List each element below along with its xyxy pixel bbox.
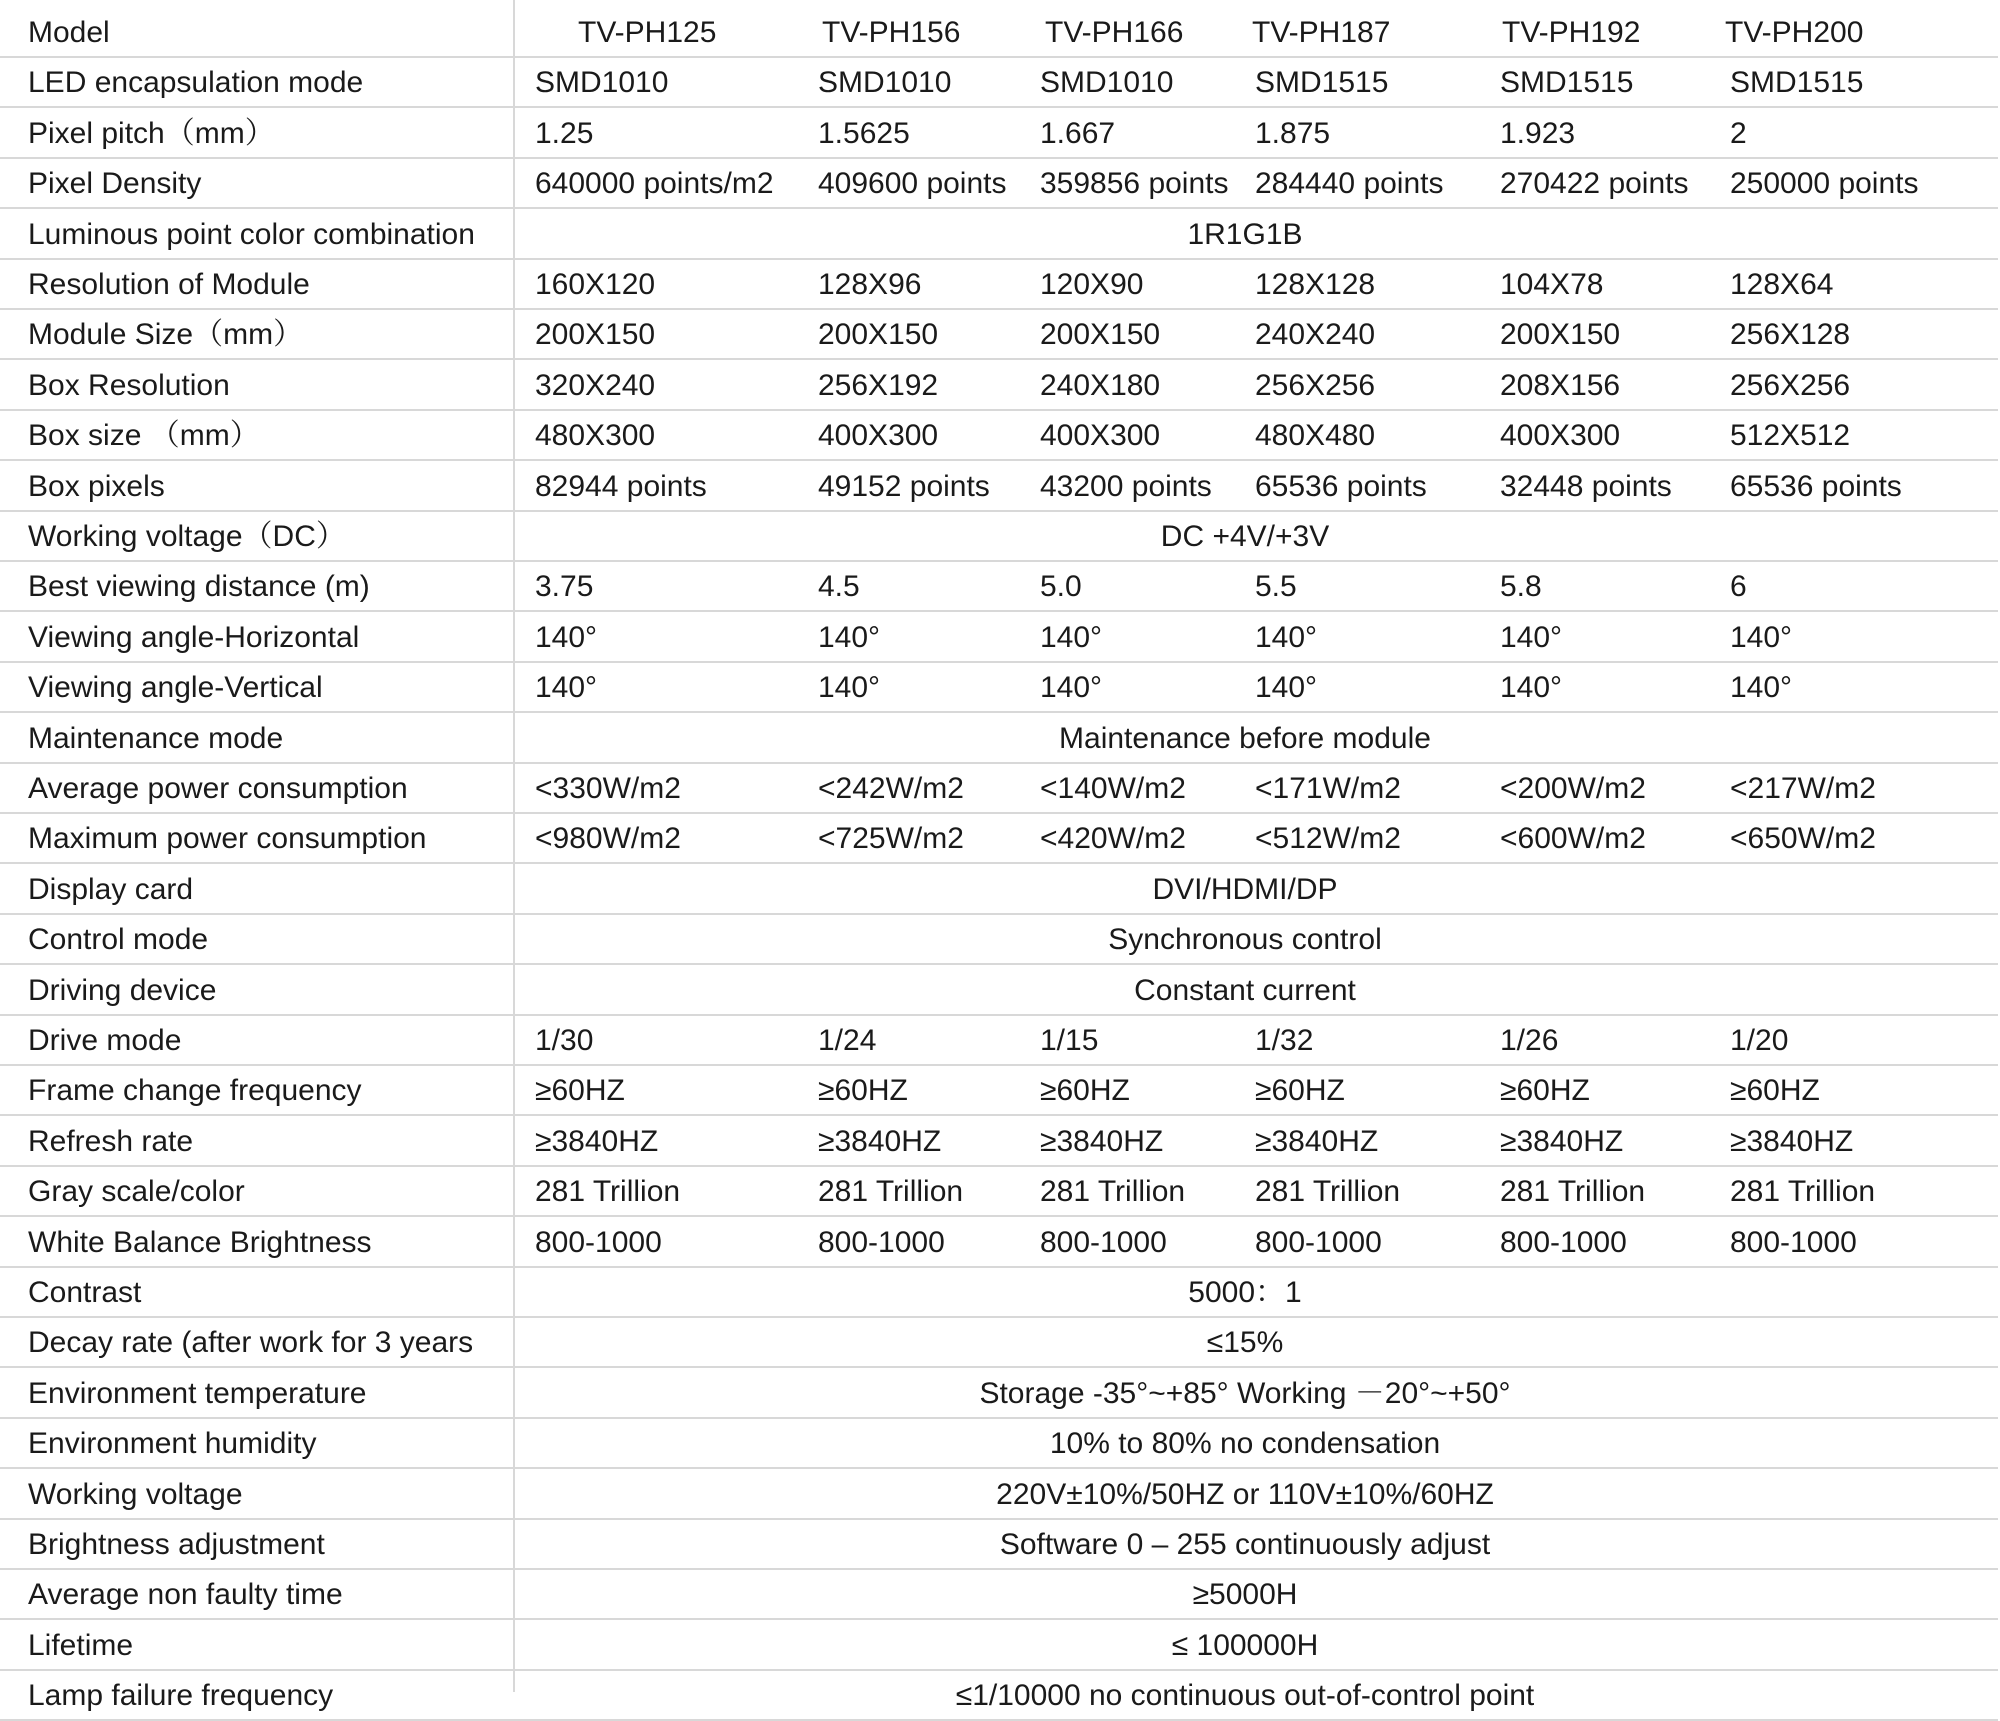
value-cell: 400X300 bbox=[818, 419, 939, 452]
spanning-value: Constant current bbox=[1134, 974, 1356, 1007]
row-divider bbox=[0, 358, 1998, 360]
value-cell: <725W/m2 bbox=[818, 822, 964, 855]
value-cell: 1.5625 bbox=[818, 117, 910, 150]
value-cell: 208X156 bbox=[1500, 369, 1621, 402]
value-cell: 250000 points bbox=[1730, 167, 1919, 200]
value-cell: 5.0 bbox=[1040, 570, 1082, 603]
value-cell: <242W/m2 bbox=[818, 772, 964, 805]
value-cell: 1.875 bbox=[1255, 117, 1331, 150]
row-divider bbox=[0, 610, 1998, 612]
value-cell: ≥3840HZ bbox=[535, 1125, 659, 1158]
row-divider bbox=[0, 106, 1998, 108]
value-cell: 1.25 bbox=[535, 117, 594, 150]
model-header: TV-PH200 bbox=[1725, 16, 1864, 49]
model-header: TV-PH187 bbox=[1252, 16, 1391, 49]
row-label: Display card bbox=[28, 873, 194, 906]
model-header: TV-PH125 bbox=[578, 16, 717, 49]
value-cell: 140° bbox=[1040, 671, 1103, 704]
value-cell: 140° bbox=[535, 671, 598, 704]
spanning-value: DVI/HDMI/DP bbox=[1152, 873, 1338, 906]
value-cell: SMD1010 bbox=[535, 66, 669, 99]
value-cell: 256X256 bbox=[1255, 369, 1376, 402]
row-label: White Balance Brightness bbox=[28, 1226, 372, 1259]
model-header: TV-PH156 bbox=[822, 16, 961, 49]
value-cell: 1/24 bbox=[818, 1024, 877, 1057]
value-cell: ≥3840HZ bbox=[1730, 1125, 1854, 1158]
value-cell: 320X240 bbox=[535, 369, 656, 402]
row-label: Maintenance mode bbox=[28, 722, 284, 755]
table-row bbox=[0, 915, 2000, 965]
table-row bbox=[0, 512, 2000, 562]
row-divider bbox=[0, 1467, 1998, 1469]
value-cell: 5.8 bbox=[1500, 570, 1542, 603]
row-label: Contrast bbox=[28, 1276, 142, 1309]
value-cell: SMD1515 bbox=[1730, 66, 1864, 99]
value-cell: 65536 points bbox=[1730, 470, 1902, 503]
value-cell: 256X256 bbox=[1730, 369, 1851, 402]
row-label: Box pixels bbox=[28, 470, 165, 503]
row-divider bbox=[0, 1618, 1998, 1620]
value-cell: 1/15 bbox=[1040, 1024, 1099, 1057]
row-label: Refresh rate bbox=[28, 1125, 194, 1158]
row-divider bbox=[0, 459, 1998, 461]
value-cell: 1/32 bbox=[1255, 1024, 1314, 1057]
value-cell: 480X300 bbox=[535, 419, 656, 452]
spanning-value: ≥5000H bbox=[1192, 1578, 1298, 1611]
row-label: Frame change frequency bbox=[28, 1074, 362, 1107]
row-label: Average power consumption bbox=[28, 772, 408, 805]
value-cell: 512X512 bbox=[1730, 419, 1851, 452]
table-row bbox=[0, 714, 2000, 764]
table-row bbox=[0, 613, 2000, 663]
value-cell: <980W/m2 bbox=[535, 822, 681, 855]
value-cell: 140° bbox=[1730, 621, 1793, 654]
value-cell: 140° bbox=[1500, 671, 1563, 704]
table-row bbox=[0, 562, 2000, 612]
value-cell: ≥3840HZ bbox=[1255, 1125, 1379, 1158]
table-row bbox=[0, 1520, 2000, 1570]
table-row bbox=[0, 1570, 2000, 1620]
table-row bbox=[0, 159, 2000, 209]
row-label: Gray scale/color bbox=[28, 1175, 245, 1208]
value-cell: 140° bbox=[1255, 621, 1318, 654]
value-cell: 65536 points bbox=[1255, 470, 1427, 503]
value-cell: ≥60HZ bbox=[535, 1074, 625, 1107]
value-cell: 281 Trillion bbox=[1255, 1175, 1401, 1208]
value-cell: 281 Trillion bbox=[1500, 1175, 1646, 1208]
value-cell: 200X150 bbox=[818, 318, 939, 351]
value-cell: SMD1010 bbox=[818, 66, 952, 99]
value-cell: 200X150 bbox=[1500, 318, 1621, 351]
table-row bbox=[0, 260, 2000, 310]
value-cell: 270422 points bbox=[1500, 167, 1689, 200]
table-row bbox=[0, 1218, 2000, 1268]
value-cell: 140° bbox=[1255, 671, 1318, 704]
row-divider bbox=[0, 862, 1998, 864]
row-label: Box size （mm） bbox=[28, 419, 260, 452]
value-cell: 640000 points/m2 bbox=[535, 167, 774, 200]
value-cell: 200X150 bbox=[535, 318, 656, 351]
value-cell: 400X300 bbox=[1040, 419, 1161, 452]
value-cell: 800-1000 bbox=[1730, 1226, 1857, 1259]
row-label: Control mode bbox=[28, 923, 209, 956]
value-cell: 4.5 bbox=[818, 570, 860, 603]
value-cell: 128X96 bbox=[818, 268, 922, 301]
header-label: Model bbox=[28, 16, 110, 49]
value-cell: 256X192 bbox=[818, 369, 939, 402]
spanning-value: Synchronous control bbox=[1108, 923, 1382, 956]
value-cell: 240X240 bbox=[1255, 318, 1376, 351]
value-cell: 120X90 bbox=[1040, 268, 1144, 301]
table-row bbox=[0, 663, 2000, 713]
row-label: Box Resolution bbox=[28, 369, 230, 402]
value-cell: <650W/m2 bbox=[1730, 822, 1876, 855]
row-divider bbox=[0, 1366, 1998, 1368]
value-cell: 160X120 bbox=[535, 268, 656, 301]
value-cell: 3.75 bbox=[535, 570, 594, 603]
table-row bbox=[0, 764, 2000, 814]
row-label: Driving device bbox=[28, 974, 217, 1007]
value-cell: <200W/m2 bbox=[1500, 772, 1646, 805]
row-divider bbox=[0, 963, 1998, 965]
table-header-row bbox=[0, 8, 2000, 58]
value-cell: ≥60HZ bbox=[1730, 1074, 1820, 1107]
row-label: Pixel Density bbox=[28, 167, 202, 200]
table-row bbox=[0, 1671, 2000, 1721]
value-cell: 1/30 bbox=[535, 1024, 594, 1057]
row-label: Brightness adjustment bbox=[28, 1528, 325, 1561]
value-cell: 43200 points bbox=[1040, 470, 1212, 503]
value-cell: SMD1515 bbox=[1255, 66, 1389, 99]
row-label: Working voltage bbox=[28, 1478, 243, 1511]
spanning-value: ≤15% bbox=[1206, 1326, 1284, 1359]
spanning-value: ≤ 100000H bbox=[1171, 1629, 1319, 1662]
value-cell: 240X180 bbox=[1040, 369, 1161, 402]
value-cell: 104X78 bbox=[1500, 268, 1604, 301]
table-row bbox=[0, 814, 2000, 864]
value-cell: <217W/m2 bbox=[1730, 772, 1876, 805]
row-label: Working voltage（DC） bbox=[28, 520, 346, 553]
value-cell: 200X150 bbox=[1040, 318, 1161, 351]
value-cell: 359856 points bbox=[1040, 167, 1229, 200]
value-cell: 5.5 bbox=[1255, 570, 1297, 603]
value-cell: 140° bbox=[1730, 671, 1793, 704]
table-row bbox=[0, 1167, 2000, 1217]
value-cell: 1.667 bbox=[1040, 117, 1116, 150]
spanning-value: ≤1/10000 no continuous out-of-control point bbox=[955, 1679, 1535, 1712]
model-header: TV-PH192 bbox=[1502, 16, 1641, 49]
row-label: Pixel pitch（mm） bbox=[28, 117, 275, 150]
row-label: Best viewing distance (m) bbox=[28, 570, 370, 603]
spanning-value: Maintenance before module bbox=[1059, 722, 1431, 755]
row-divider bbox=[0, 1215, 1998, 1217]
table-row bbox=[0, 1419, 2000, 1469]
value-cell: 140° bbox=[818, 621, 881, 654]
value-cell: 284440 points bbox=[1255, 167, 1444, 200]
value-cell: <512W/m2 bbox=[1255, 822, 1401, 855]
value-cell: 140° bbox=[1500, 621, 1563, 654]
value-cell: 281 Trillion bbox=[818, 1175, 964, 1208]
value-cell: 140° bbox=[818, 671, 881, 704]
table-row bbox=[0, 411, 2000, 461]
value-cell: ≥3840HZ bbox=[1500, 1125, 1624, 1158]
value-cell: 800-1000 bbox=[818, 1226, 945, 1259]
value-cell: SMD1010 bbox=[1040, 66, 1174, 99]
value-cell: ≥60HZ bbox=[1040, 1074, 1130, 1107]
table-row bbox=[0, 1470, 2000, 1520]
table-row bbox=[0, 1318, 2000, 1368]
row-label: Drive mode bbox=[28, 1024, 182, 1057]
spanning-value: 220V±10%/50HZ or 110V±10%/60HZ bbox=[996, 1478, 1494, 1511]
spanning-value: 5000：1 bbox=[1188, 1276, 1302, 1309]
value-cell: 281 Trillion bbox=[1040, 1175, 1186, 1208]
row-label: Luminous point color combination bbox=[28, 218, 475, 251]
value-cell: 800-1000 bbox=[1500, 1226, 1627, 1259]
value-cell: <330W/m2 bbox=[535, 772, 681, 805]
value-cell: 800-1000 bbox=[1255, 1226, 1382, 1259]
value-cell: 32448 points bbox=[1500, 470, 1672, 503]
value-cell: <420W/m2 bbox=[1040, 822, 1186, 855]
row-divider bbox=[0, 1114, 1998, 1116]
value-cell: <140W/m2 bbox=[1040, 772, 1186, 805]
table-row bbox=[0, 1268, 2000, 1318]
row-label: LED encapsulation mode bbox=[28, 66, 364, 99]
value-cell: SMD1515 bbox=[1500, 66, 1634, 99]
row-divider bbox=[0, 711, 1998, 713]
spanning-value: 10% to 80% no condensation bbox=[1049, 1427, 1441, 1460]
row-label: Viewing angle-Horizontal bbox=[28, 621, 360, 654]
table-row bbox=[0, 865, 2000, 915]
value-cell: 1/20 bbox=[1730, 1024, 1789, 1057]
value-cell: 409600 points bbox=[818, 167, 1007, 200]
spanning-value: DC +4V/+3V bbox=[1160, 520, 1330, 553]
value-cell: 82944 points bbox=[535, 470, 707, 503]
spanning-value: Storage -35°~+85° Working －20°~+50° bbox=[979, 1377, 1511, 1410]
table-row bbox=[0, 361, 2000, 411]
table-row bbox=[0, 1621, 2000, 1671]
value-cell: <600W/m2 bbox=[1500, 822, 1646, 855]
table-row bbox=[0, 109, 2000, 159]
value-cell: ≥60HZ bbox=[818, 1074, 908, 1107]
value-cell: 6 bbox=[1730, 570, 1747, 603]
model-header: TV-PH166 bbox=[1045, 16, 1184, 49]
value-cell: 480X480 bbox=[1255, 419, 1376, 452]
spanning-value: Software 0 – 255 continuously adjust bbox=[999, 1528, 1491, 1561]
row-label: Environment temperature bbox=[28, 1377, 367, 1410]
row-divider bbox=[0, 207, 1998, 209]
value-cell: <171W/m2 bbox=[1255, 772, 1401, 805]
value-cell: ≥60HZ bbox=[1500, 1074, 1590, 1107]
value-cell: 2 bbox=[1730, 117, 1747, 150]
row-label: Environment humidity bbox=[28, 1427, 317, 1460]
value-cell: 800-1000 bbox=[1040, 1226, 1167, 1259]
table-row bbox=[0, 1117, 2000, 1167]
row-label: Decay rate (after work for 3 years bbox=[28, 1326, 474, 1359]
table-row bbox=[0, 58, 2000, 108]
value-cell: 1.923 bbox=[1500, 117, 1576, 150]
row-label: Resolution of Module bbox=[28, 268, 310, 301]
value-cell: ≥3840HZ bbox=[1040, 1125, 1164, 1158]
row-label: Lifetime bbox=[28, 1629, 134, 1662]
table-row bbox=[0, 966, 2000, 1016]
table-row bbox=[0, 210, 2000, 260]
row-label: Lamp failure frequency bbox=[28, 1679, 334, 1712]
value-cell: 1/26 bbox=[1500, 1024, 1559, 1057]
value-cell: 49152 points bbox=[818, 470, 990, 503]
value-cell: 281 Trillion bbox=[535, 1175, 681, 1208]
value-cell: 128X64 bbox=[1730, 268, 1834, 301]
value-cell: 140° bbox=[535, 621, 598, 654]
value-cell: 256X128 bbox=[1730, 318, 1851, 351]
value-cell: ≥60HZ bbox=[1255, 1074, 1345, 1107]
value-cell: 800-1000 bbox=[535, 1226, 662, 1259]
value-cell: 281 Trillion bbox=[1730, 1175, 1876, 1208]
table-row bbox=[0, 1066, 2000, 1116]
table-row bbox=[0, 310, 2000, 360]
row-label: Average non faulty time bbox=[28, 1578, 343, 1611]
row-label: Maximum power consumption bbox=[28, 822, 427, 855]
value-cell: 400X300 bbox=[1500, 419, 1621, 452]
value-cell: 140° bbox=[1040, 621, 1103, 654]
row-label: Viewing angle-Vertical bbox=[28, 671, 323, 704]
table-row bbox=[0, 1016, 2000, 1066]
row-label: Module Size（mm） bbox=[28, 318, 304, 351]
table-row bbox=[0, 462, 2000, 512]
value-cell: 128X128 bbox=[1255, 268, 1376, 301]
table-row bbox=[0, 1369, 2000, 1419]
spanning-value: 1R1G1B bbox=[1187, 218, 1303, 251]
value-cell: ≥3840HZ bbox=[818, 1125, 942, 1158]
